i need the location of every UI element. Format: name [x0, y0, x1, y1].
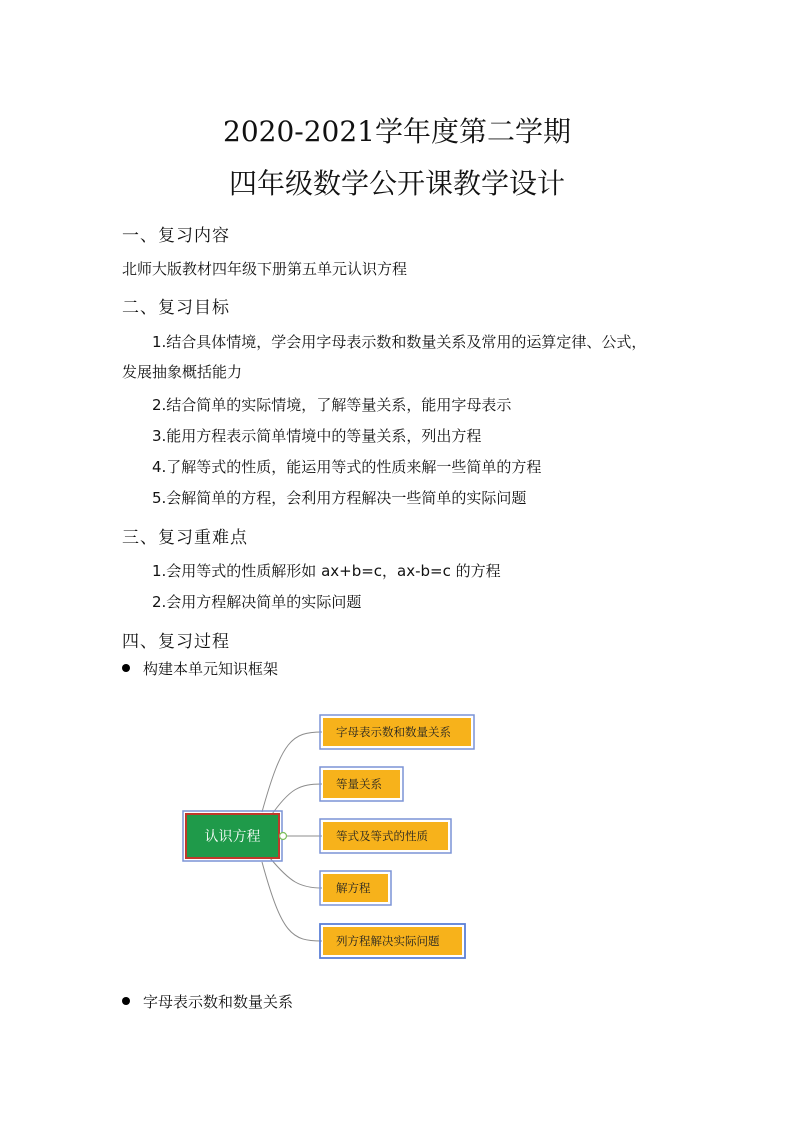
mindmap-child-label-2: 等量关系 [336, 777, 382, 791]
mindmap-child-label-4: 解方程 [336, 881, 371, 895]
goal-item-1-line1: 1.结合具体情境，学会用字母表示数和数量关系及常用的运算定律、公式， [152, 333, 647, 351]
section-heading-goals: 二、复习目标 [122, 298, 230, 318]
mindmap-child-node-3 [320, 819, 451, 853]
section-heading-process: 四、复习过程 [122, 632, 230, 652]
expand-toggle-icon [280, 833, 287, 840]
mindmap-root-node [183, 811, 282, 861]
mindmap-child-node-4 [320, 871, 391, 905]
goal-item-4: 4.了解等式的性质，能运用等式的性质来解一些简单的方程 [152, 458, 542, 476]
mindmap-child-node-1 [320, 715, 474, 749]
mindmap-child-label-1: 字母表示数和数量关系 [336, 725, 451, 739]
section-heading-key-points: 三、复习重难点 [122, 528, 248, 548]
section-heading-content: 一、复习内容 [122, 226, 230, 246]
key-point-2: 2.会用方程解决简单的实际问题 [152, 593, 362, 611]
process-bullet-2: 字母表示数和数量关系 [143, 993, 294, 1011]
mindmap-child-node-2 [320, 767, 403, 801]
mindmap-child-node-5 [320, 924, 465, 958]
doc-title-line2: 四年级数学公开课教学设计 [228, 167, 565, 200]
goal-item-2: 2.结合简单的实际情境，了解等量关系，能用字母表示 [152, 396, 512, 414]
doc-title-line1: 2020-2021学年度第二学期 [223, 115, 571, 148]
mindmap-link-4 [270, 858, 322, 888]
mindmap-root-label: 认识方程 [204, 829, 261, 845]
goal-item-3: 3.能用方程表示简单情境中的等量关系，列出方程 [152, 427, 482, 445]
section-content-text: 北师大版教材四年级下册第五单元认识方程 [122, 260, 408, 278]
process-bullet-1: 构建本单元知识框架 [143, 660, 279, 678]
goal-item-1-line2: 发展抽象概括能力 [122, 363, 243, 381]
goal-item-5: 5.会解简单的方程，会利用方程解决一些简单的实际问题 [152, 489, 527, 507]
mindmap-child-label-5: 列方程解决实际问题 [336, 934, 440, 948]
mindmap-child-label-3: 等式及等式的性质 [336, 829, 428, 843]
mindmap-link-2 [270, 784, 322, 817]
key-point-1: 1.会用等式的性质解形如 ax+b=c，ax-b=c 的方程 [152, 562, 501, 580]
bullet-dot-icon [122, 997, 130, 1005]
mindmap-link-5 [262, 862, 322, 941]
mindmap-link-1 [262, 732, 322, 812]
